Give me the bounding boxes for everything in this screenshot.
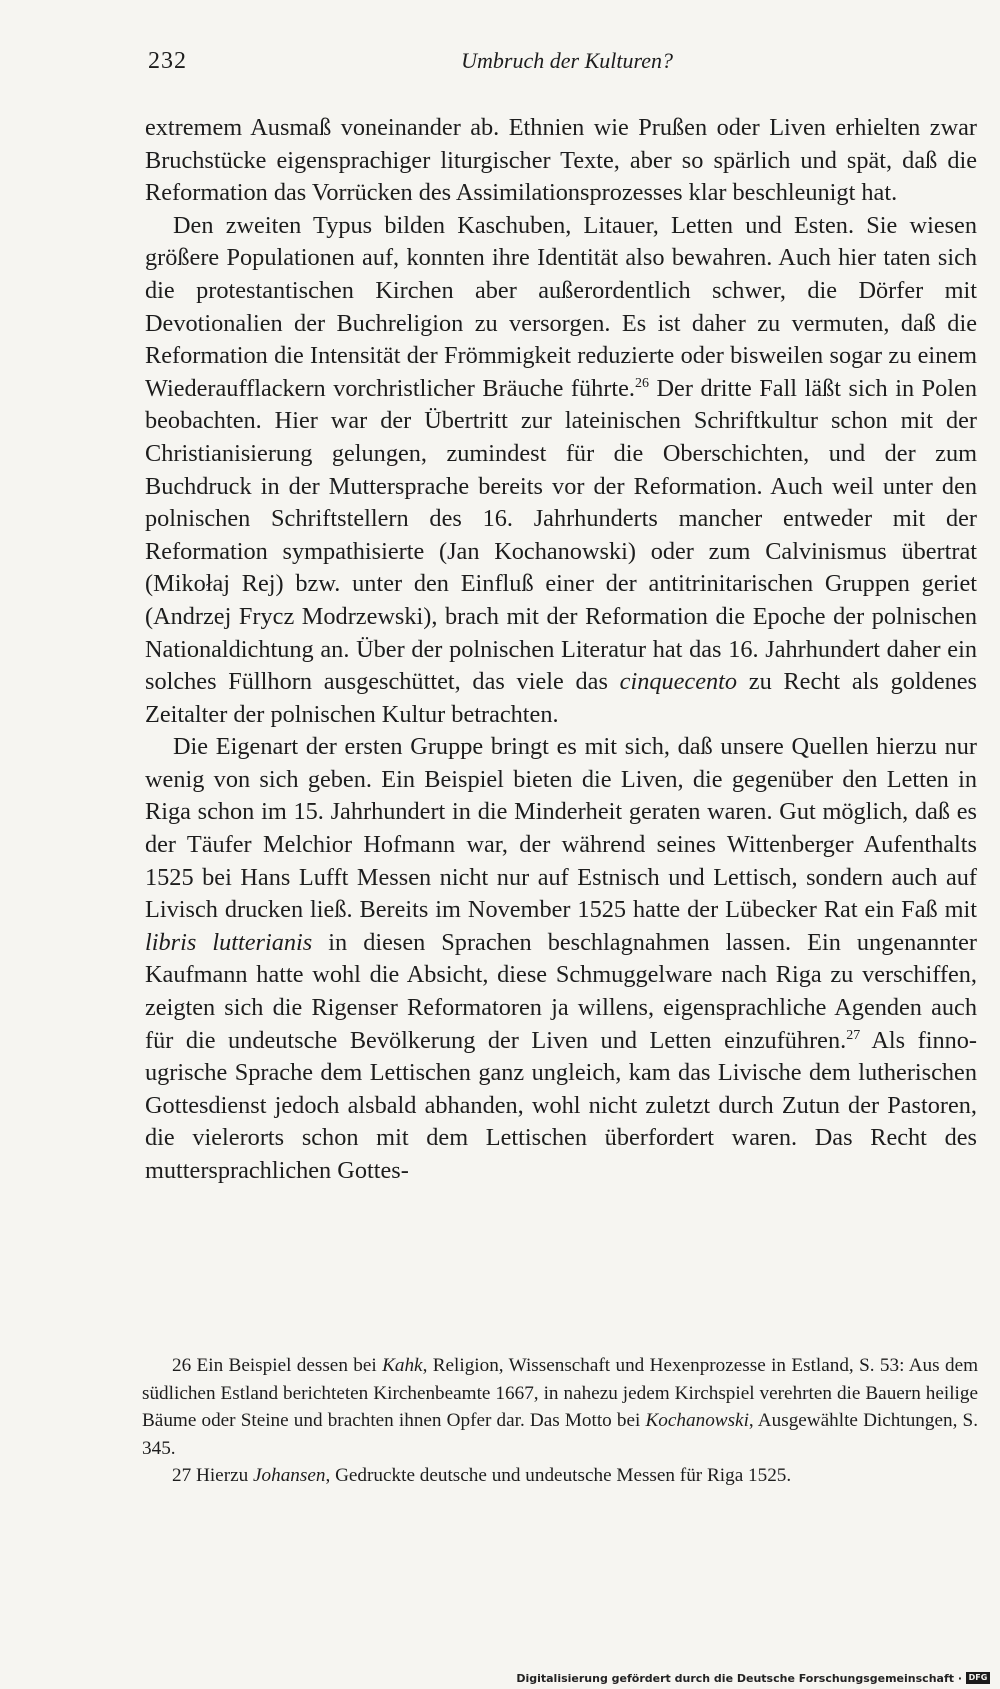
page-header — [148, 48, 673, 80]
cited-author: Kochanowski — [645, 1410, 749, 1431]
footnote-ref-27[interactable]: 27 — [846, 1027, 861, 1043]
paragraph-1: extremem Ausmaß voneinander ab. Ethnien wie Prußen oder Liven erhielten zwar Bruchstücke eigensprachiger liturgischer Texte, aber so spärlich und spät, daß die Reformation das Vorrücken des Assimilationsprozesses klar beschleunigt hat. — [145, 114, 977, 207]
footnotes — [142, 1352, 978, 1490]
footnote-27: 27 Hierzu Johansen, Gedruckte deutsche und undeutsche Messen für Riga 1525. — [172, 1465, 792, 1486]
footnote-26: 26 Ein Beispiel dessen bei Kahk, Religion, Wissenschaft und Hexenprozesse in Estland, S. 53: Aus dem südlichen Estland berichteten Kirchenbeamte 1667, in nahezu jedem Kirchspiel verehrten die Bauern heilige Bäume oder Steine und brachten ihnen Opfer dar. Das Motto bei Kochanowski, Ausgewählte Dichtungen, S. 345. — [142, 1355, 979, 1459]
page-number: 232 — [148, 48, 187, 74]
running-title: Umbruch der Kulturen? — [461, 48, 673, 73]
italic-term: libris lutterianis — [145, 928, 313, 956]
cited-author: Johansen — [253, 1465, 326, 1486]
digitization-footer — [516, 1670, 990, 1686]
italic-term: cinquecento — [619, 668, 738, 696]
paragraph-2: Den zweiten Typus bilden Kaschuben, Litauer, Letten und Esten. Sie wiesen größere Populationen auf, konnten ihre Identität also bewahren. Auch hier taten sich die protestantischen Kirchen aber außerordentlich schwer, die Dörfer mit Devotionalien der Buchreligion zu versorgen. Es ist daher zu vermuten, daß die Reformation die Intensität der Frömmigkeit reduzierte oder bisweilen sogar zu einem Wiederaufflackern vorchristlicher Bräuche führte.$^{26}$ Der dritte Fall läßt sich in Polen beobachten. Hier war der Übertritt zur lateinischen Schriftkultur schon mit der Christianisierung gelungen, zumindest für die Oberschichten, und der zum Buchdruck in der Muttersprache bereits vor der Reformation. Auch weil unter den polnischen Schriftstellern des 16. Jahrhunderts mancher entweder mit der Reformation sympathisierte (Jan Kochanowski) oder zum Calvinismus übertrat (Mikołaj Rej) bzw. unter den Einfluß einer der antitrinitarischen Gruppen geriet (Andrzej Frycz Modrzewski), brach mit der Reformation die Epoche der polnischen Nationaldichtung an. Über der polnischen Literatur hat das 16. Jahrhundert daher ein solches Füllhorn ausgeschüttet, das viele das cinquecento zu Recht als goldenes Zeitalter der polnischen Kultur betrachten. — [145, 211, 977, 728]
main-text — [145, 112, 977, 1188]
digitization-note: Digitalisierung gefördert durch die Deutsche Forschungsgemeinschaft · — [516, 1671, 962, 1685]
cited-author: Kahk — [382, 1355, 423, 1376]
footnote-ref-26[interactable]: 26 — [634, 375, 649, 391]
paragraph-3: Die Eigenart der ersten Gruppe bringt es mit sich, daß unsere Quellen hierzu nur wenig von sich geben. Ein Beispiel bieten die Liven, die gegenüber den Letten in Riga schon im 15. Jahrhundert in die Minderheit geraten waren. Gut möglich, daß es der Täufer Melchior Hofmann war, der während seines Wittenberger Aufenthalts 1525 bei Hans Lufft Messen nicht nur auf Estnisch und Lettisch, sondern auch auf Livisch drucken ließ. Bereits im November 1525 hatte der Lübecker Rat ein Faß mit libris lutterianis in diesen Sprachen beschlagnahmen lassen. Ein ungenannter Kaufmann hatte wohl die Absicht, diese Schmuggelware nach Riga zu verschiffen, zeigten sich die Rigenser Reformatoren ja willens, eigensprachliche Agenden auch für die undeutsche Bevölkerung der Liven und Letten einzuführen.$^{27}$ Als finno-ugrische Sprache dem Lettischen ganz ungleich, kam das Livische dem lutherischen Gottesdienst jedoch alsbald abhanden, wohl nicht zuletzt durch Zutun der Pastoren, die vielerorts schon mit dem Lettischen überfordert waren. Das Recht des muttersprachlichen Gottes- — [145, 733, 977, 1184]
dfg-logo-icon: DFG — [966, 1672, 990, 1684]
